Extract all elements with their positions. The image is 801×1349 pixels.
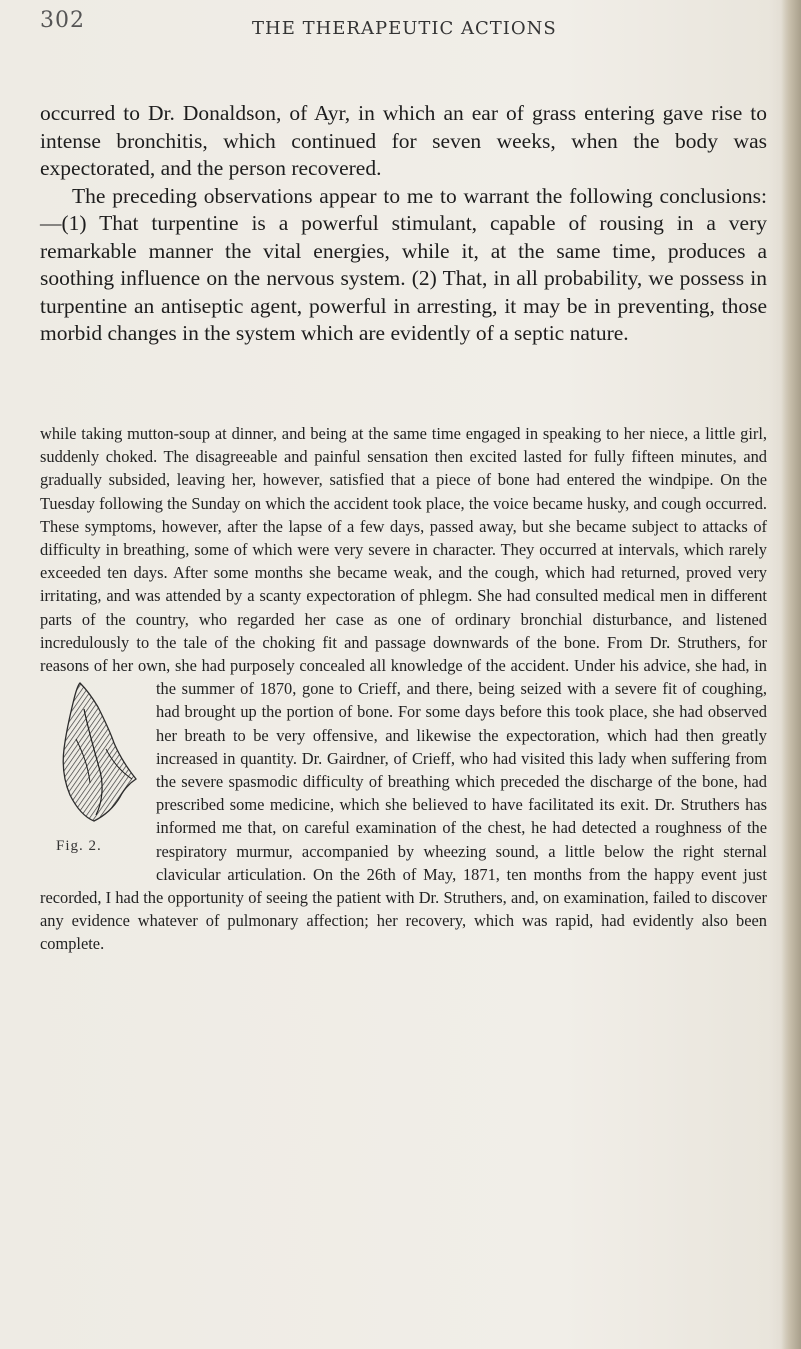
- footnote-text-part-1: while taking mutton-soup at dinner, and being at the same time engaged in speaking to her niece, a little girl, suddenly choked. The disagreeable and painful sensation then excited lasted for fully fifteen minutes, and gradually subsided, leaving her, however, satisfied that a piece of bone had entered the windpipe. On the Tuesday following the Sunday on which the accident took place, the voice became husky, and cough occurred. These symptoms, however, after the lapse of a few days, passed away, but she became subject to attacks of difficulty in breathing, some of which were very severe in character. They occurred at intervals, which rarely exceeded ten days. After some months she became weak, and the cough, which had returned, proved very irritating, and was attended by a scanty expectoration of phlegm. She had consulted medical men in different parts of the country, who regarded her case as one of ordinary bronchial disturbance, and listened incredulously to the tale of the choking fit and passage downwards of the bone. From Dr. Struthers, for reasons of her own, she had purposely concealed all knowledge of the accident. Under his advice, she had, in the summer of 1870,: [40, 424, 767, 699]
- figure-bone: [36, 679, 148, 867]
- running-head: THE THERAPEUTIC ACTIONS: [252, 18, 557, 39]
- paragraph-conclusions: The preceding observations appear to me to warrant the following conclusions:—(1) That turpentine is a powerful stimulant, capable of rousing in a very remarkable manner the vital energies, while it, at the same time, produces a soothing influence on the nervous system. (2) That, in all probability, we possess in turpentine an antiseptic agent, powerful in arresting, it may be in preventing, those morbid changes in the system which are evidently of a septic nature.: [40, 183, 767, 345]
- paragraph-continued: occurred to Dr. Donaldson, of Ayr, in which an ear of grass entering gave rise to intense bronchitis, which continued for seven weeks, when the body was expectorated, and the person recovered.: [40, 101, 767, 180]
- page-edge-shadow: [781, 0, 801, 1349]
- page-number: 302: [40, 8, 85, 33]
- main-text: [40, 100, 767, 348]
- footnote: [40, 422, 767, 956]
- bone-fragment-illustration: [40, 679, 144, 829]
- footnote-text-part-2: gone to Crieff, and there, being seized with a severe fit of coughing, had brought up the portion of bone. For some days before this took place, she had observed her breath to be very offensive, and likewise the expectoration, which had then greatly increased in quantity. Dr. Gairdner, of Crieff, who had visited this lady when suffering from the severe spasmodic difficulty of breathing which preceded the discharge of the bone, had prescribed some medicine, which she believed to have facilitated its exit. Dr. Struthers has informed me that, on careful examination of the chest, he had detected a roughness of the respiratory murmur, accompanied by wheezing sound, a little below the right sternal clavicular articulation. On the 26th of May, 1871, ten months from the happy event just recorded, I had the opportunity of seeing the patient with Dr. Struthers, and, on examination, failed to discover any evidence whatever of pulmonary affection; her recovery, which was rapid, had evidently also been complete.: [40, 679, 768, 954]
- figure-caption: Fig. 2.: [56, 838, 102, 855]
